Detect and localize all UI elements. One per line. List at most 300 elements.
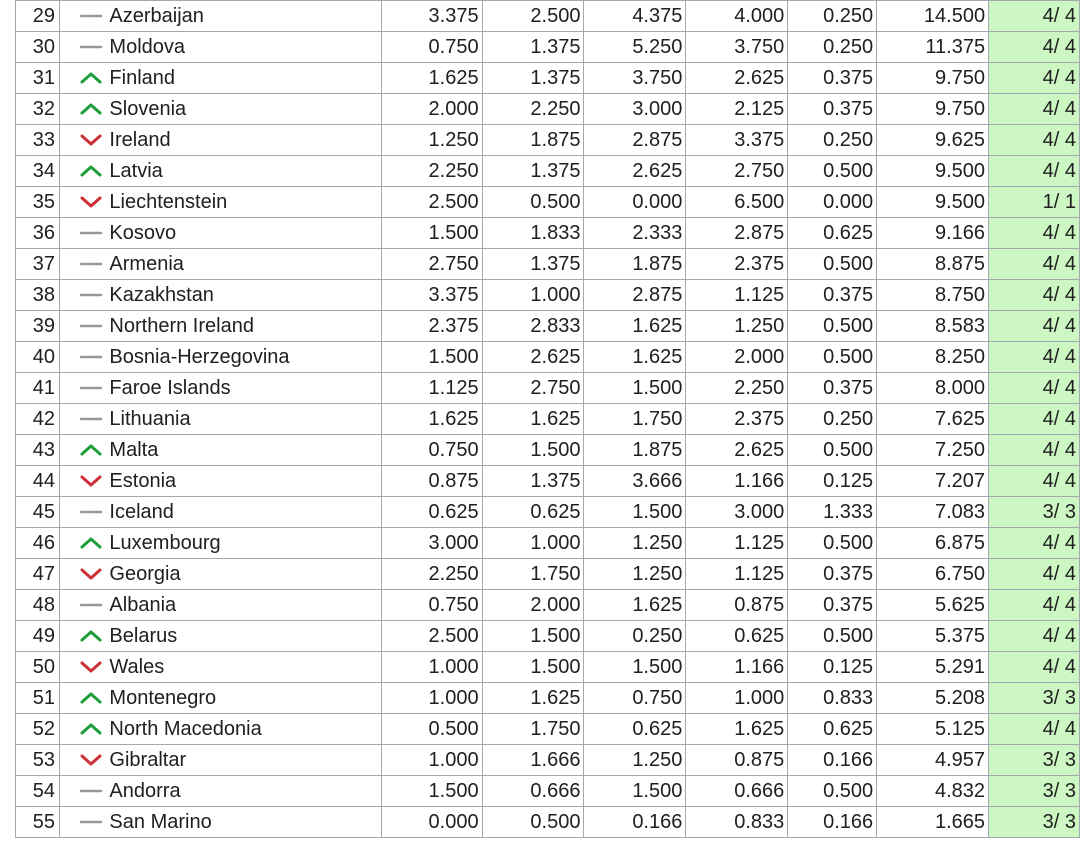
season-2-cell: 1.375 xyxy=(482,249,584,280)
country-cell: Kosovo xyxy=(109,218,381,249)
trend-down-icon xyxy=(78,660,104,674)
total-cell: 7.250 xyxy=(877,435,989,466)
rank-cell: 46 xyxy=(16,528,60,559)
season-1-cell: 0.750 xyxy=(381,435,482,466)
country-cell: Armenia xyxy=(109,249,381,280)
season-5-cell: 0.250 xyxy=(788,32,877,63)
season-4-cell: 2.750 xyxy=(686,156,788,187)
season-4-cell: 1.166 xyxy=(686,652,788,683)
rank-cell: 51 xyxy=(16,683,60,714)
country-cell: San Marino xyxy=(109,807,381,838)
clubs-remaining-cell: 4/ 4 xyxy=(989,63,1080,94)
season-3-cell: 2.875 xyxy=(584,280,686,311)
rank-cell: 31 xyxy=(16,63,60,94)
trend-cell xyxy=(59,776,109,807)
season-5-cell: 0.375 xyxy=(788,559,877,590)
season-1-cell: 3.375 xyxy=(381,280,482,311)
total-cell: 5.375 xyxy=(877,621,989,652)
total-cell: 9.500 xyxy=(877,187,989,218)
season-3-cell: 0.625 xyxy=(584,714,686,745)
trend-up-icon xyxy=(78,443,104,457)
trend-same-icon xyxy=(78,257,104,271)
trend-cell xyxy=(59,497,109,528)
season-3-cell: 1.500 xyxy=(584,497,686,528)
table-row xyxy=(16,94,1080,125)
clubs-remaining-cell: 4/ 4 xyxy=(989,559,1080,590)
season-5-cell: 0.125 xyxy=(788,652,877,683)
season-4-cell: 2.625 xyxy=(686,435,788,466)
rank-cell: 44 xyxy=(16,466,60,497)
clubs-remaining-cell: 3/ 3 xyxy=(989,776,1080,807)
table-row xyxy=(16,311,1080,342)
country-cell: Kazakhstan xyxy=(109,280,381,311)
country-cell: Ireland xyxy=(109,125,381,156)
season-3-cell: 1.625 xyxy=(584,590,686,621)
season-4-cell: 4.000 xyxy=(686,1,788,32)
season-1-cell: 0.625 xyxy=(381,497,482,528)
season-5-cell: 0.500 xyxy=(788,249,877,280)
trend-cell xyxy=(59,559,109,590)
clubs-remaining-cell: 3/ 3 xyxy=(989,683,1080,714)
clubs-remaining-cell: 4/ 4 xyxy=(989,652,1080,683)
table-row xyxy=(16,559,1080,590)
total-cell: 8.583 xyxy=(877,311,989,342)
trend-same-icon xyxy=(78,598,104,612)
season-2-cell: 1.375 xyxy=(482,32,584,63)
country-cell: North Macedonia xyxy=(109,714,381,745)
rank-cell: 35 xyxy=(16,187,60,218)
season-2-cell: 1.375 xyxy=(482,156,584,187)
season-2-cell: 1.375 xyxy=(482,63,584,94)
total-cell: 14.500 xyxy=(877,1,989,32)
total-cell: 5.291 xyxy=(877,652,989,683)
country-cell: Latvia xyxy=(109,156,381,187)
trend-cell xyxy=(59,621,109,652)
table-row xyxy=(16,218,1080,249)
season-1-cell: 0.750 xyxy=(381,590,482,621)
table-row xyxy=(16,714,1080,745)
country-cell: Northern Ireland xyxy=(109,311,381,342)
trend-same-icon xyxy=(78,815,104,829)
table-row xyxy=(16,280,1080,311)
trend-down-icon xyxy=(78,753,104,767)
season-2-cell: 1.375 xyxy=(482,466,584,497)
season-4-cell: 0.833 xyxy=(686,807,788,838)
clubs-remaining-cell: 4/ 4 xyxy=(989,373,1080,404)
season-1-cell: 3.000 xyxy=(381,528,482,559)
country-cell: Andorra xyxy=(109,776,381,807)
total-cell: 7.207 xyxy=(877,466,989,497)
season-3-cell: 1.500 xyxy=(584,652,686,683)
trend-up-icon xyxy=(78,691,104,705)
season-3-cell: 1.875 xyxy=(584,435,686,466)
table-row xyxy=(16,125,1080,156)
trend-same-icon xyxy=(78,226,104,240)
rank-cell: 43 xyxy=(16,435,60,466)
clubs-remaining-cell: 4/ 4 xyxy=(989,714,1080,745)
total-cell: 5.125 xyxy=(877,714,989,745)
season-3-cell: 0.000 xyxy=(584,187,686,218)
season-2-cell: 1.500 xyxy=(482,621,584,652)
table-row xyxy=(16,435,1080,466)
table-row xyxy=(16,187,1080,218)
season-4-cell: 3.375 xyxy=(686,125,788,156)
clubs-remaining-cell: 3/ 3 xyxy=(989,807,1080,838)
season-2-cell: 1.750 xyxy=(482,714,584,745)
season-5-cell: 0.250 xyxy=(788,404,877,435)
clubs-remaining-cell: 4/ 4 xyxy=(989,32,1080,63)
rank-cell: 45 xyxy=(16,497,60,528)
season-2-cell: 2.750 xyxy=(482,373,584,404)
season-4-cell: 1.625 xyxy=(686,714,788,745)
trend-cell xyxy=(59,466,109,497)
season-3-cell: 1.750 xyxy=(584,404,686,435)
season-4-cell: 2.875 xyxy=(686,218,788,249)
trend-same-icon xyxy=(78,40,104,54)
clubs-remaining-cell: 4/ 4 xyxy=(989,590,1080,621)
season-1-cell: 1.125 xyxy=(381,373,482,404)
season-2-cell: 0.500 xyxy=(482,187,584,218)
rank-cell: 41 xyxy=(16,373,60,404)
table-row xyxy=(16,652,1080,683)
rank-cell: 37 xyxy=(16,249,60,280)
season-3-cell: 1.500 xyxy=(584,373,686,404)
trend-cell xyxy=(59,683,109,714)
rank-cell: 42 xyxy=(16,404,60,435)
rank-cell: 50 xyxy=(16,652,60,683)
trend-same-icon xyxy=(78,412,104,426)
trend-cell xyxy=(59,187,109,218)
season-5-cell: 0.000 xyxy=(788,187,877,218)
total-cell: 6.875 xyxy=(877,528,989,559)
season-2-cell: 1.625 xyxy=(482,404,584,435)
season-3-cell: 1.500 xyxy=(584,776,686,807)
trend-cell xyxy=(59,404,109,435)
total-cell: 11.375 xyxy=(877,32,989,63)
season-2-cell: 0.666 xyxy=(482,776,584,807)
season-2-cell: 2.000 xyxy=(482,590,584,621)
clubs-remaining-cell: 4/ 4 xyxy=(989,528,1080,559)
season-3-cell: 3.750 xyxy=(584,63,686,94)
season-5-cell: 0.125 xyxy=(788,466,877,497)
clubs-remaining-cell: 4/ 4 xyxy=(989,249,1080,280)
rank-cell: 29 xyxy=(16,1,60,32)
total-cell: 7.625 xyxy=(877,404,989,435)
trend-down-icon xyxy=(78,474,104,488)
rank-cell: 49 xyxy=(16,621,60,652)
trend-cell xyxy=(59,373,109,404)
season-3-cell: 3.000 xyxy=(584,94,686,125)
rank-cell: 48 xyxy=(16,590,60,621)
trend-cell xyxy=(59,1,109,32)
country-cell: Malta xyxy=(109,435,381,466)
season-4-cell: 2.250 xyxy=(686,373,788,404)
table-row xyxy=(16,373,1080,404)
season-1-cell: 1.500 xyxy=(381,218,482,249)
clubs-remaining-cell: 4/ 4 xyxy=(989,280,1080,311)
trend-up-icon xyxy=(78,629,104,643)
season-3-cell: 1.250 xyxy=(584,745,686,776)
total-cell: 4.832 xyxy=(877,776,989,807)
season-5-cell: 0.375 xyxy=(788,63,877,94)
season-2-cell: 1.000 xyxy=(482,528,584,559)
season-5-cell: 0.375 xyxy=(788,280,877,311)
season-1-cell: 1.500 xyxy=(381,342,482,373)
season-1-cell: 0.750 xyxy=(381,32,482,63)
table-row xyxy=(16,1,1080,32)
season-2-cell: 1.500 xyxy=(482,652,584,683)
table-row xyxy=(16,156,1080,187)
total-cell: 9.500 xyxy=(877,156,989,187)
table-row xyxy=(16,745,1080,776)
rank-cell: 53 xyxy=(16,745,60,776)
season-4-cell: 0.625 xyxy=(686,621,788,652)
clubs-remaining-cell: 1/ 1 xyxy=(989,187,1080,218)
trend-down-icon xyxy=(78,133,104,147)
country-cell: Luxembourg xyxy=(109,528,381,559)
country-cell: Slovenia xyxy=(109,94,381,125)
season-5-cell: 1.333 xyxy=(788,497,877,528)
season-5-cell: 0.500 xyxy=(788,528,877,559)
season-3-cell: 1.625 xyxy=(584,342,686,373)
table-row xyxy=(16,497,1080,528)
season-4-cell: 3.000 xyxy=(686,497,788,528)
total-cell: 9.750 xyxy=(877,63,989,94)
total-cell: 9.750 xyxy=(877,94,989,125)
table-row xyxy=(16,776,1080,807)
country-cell: Moldova xyxy=(109,32,381,63)
season-4-cell: 1.166 xyxy=(686,466,788,497)
clubs-remaining-cell: 4/ 4 xyxy=(989,342,1080,373)
season-5-cell: 0.500 xyxy=(788,156,877,187)
season-5-cell: 0.375 xyxy=(788,590,877,621)
season-5-cell: 0.500 xyxy=(788,621,877,652)
total-cell: 9.625 xyxy=(877,125,989,156)
uefa-coefficient-table xyxy=(15,0,1080,838)
season-4-cell: 6.500 xyxy=(686,187,788,218)
season-3-cell: 2.625 xyxy=(584,156,686,187)
trend-cell xyxy=(59,125,109,156)
season-3-cell: 2.333 xyxy=(584,218,686,249)
trend-cell xyxy=(59,94,109,125)
season-5-cell: 0.166 xyxy=(788,807,877,838)
season-1-cell: 1.625 xyxy=(381,404,482,435)
trend-cell xyxy=(59,249,109,280)
season-4-cell: 0.666 xyxy=(686,776,788,807)
table-body xyxy=(16,1,1080,838)
season-2-cell: 0.500 xyxy=(482,807,584,838)
trend-up-icon xyxy=(78,164,104,178)
trend-same-icon xyxy=(78,350,104,364)
season-3-cell: 1.625 xyxy=(584,311,686,342)
rank-cell: 55 xyxy=(16,807,60,838)
season-1-cell: 1.500 xyxy=(381,776,482,807)
season-2-cell: 0.625 xyxy=(482,497,584,528)
clubs-remaining-cell: 3/ 3 xyxy=(989,745,1080,776)
season-4-cell: 0.875 xyxy=(686,745,788,776)
season-1-cell: 1.250 xyxy=(381,125,482,156)
clubs-remaining-cell: 4/ 4 xyxy=(989,156,1080,187)
season-4-cell: 2.125 xyxy=(686,94,788,125)
table-row xyxy=(16,683,1080,714)
country-cell: Liechtenstein xyxy=(109,187,381,218)
trend-cell xyxy=(59,280,109,311)
season-1-cell: 1.000 xyxy=(381,652,482,683)
season-1-cell: 0.875 xyxy=(381,466,482,497)
season-2-cell: 1.625 xyxy=(482,683,584,714)
season-4-cell: 2.375 xyxy=(686,404,788,435)
season-5-cell: 0.500 xyxy=(788,435,877,466)
season-5-cell: 0.250 xyxy=(788,125,877,156)
table-row xyxy=(16,249,1080,280)
season-1-cell: 0.000 xyxy=(381,807,482,838)
trend-down-icon xyxy=(78,195,104,209)
total-cell: 6.750 xyxy=(877,559,989,590)
trend-cell xyxy=(59,590,109,621)
clubs-remaining-cell: 4/ 4 xyxy=(989,1,1080,32)
season-2-cell: 2.500 xyxy=(482,1,584,32)
table-row xyxy=(16,342,1080,373)
table-row xyxy=(16,621,1080,652)
trend-up-icon xyxy=(78,102,104,116)
trend-same-icon xyxy=(78,381,104,395)
country-cell: Lithuania xyxy=(109,404,381,435)
rank-cell: 32 xyxy=(16,94,60,125)
clubs-remaining-cell: 3/ 3 xyxy=(989,497,1080,528)
season-4-cell: 1.125 xyxy=(686,528,788,559)
clubs-remaining-cell: 4/ 4 xyxy=(989,435,1080,466)
season-1-cell: 2.375 xyxy=(381,311,482,342)
season-5-cell: 0.833 xyxy=(788,683,877,714)
season-2-cell: 1.500 xyxy=(482,435,584,466)
table-row xyxy=(16,63,1080,94)
trend-same-icon xyxy=(78,288,104,302)
season-2-cell: 1.875 xyxy=(482,125,584,156)
season-3-cell: 1.250 xyxy=(584,559,686,590)
season-4-cell: 2.625 xyxy=(686,63,788,94)
season-4-cell: 2.375 xyxy=(686,249,788,280)
season-5-cell: 0.375 xyxy=(788,94,877,125)
country-cell: Georgia xyxy=(109,559,381,590)
rank-cell: 36 xyxy=(16,218,60,249)
total-cell: 8.875 xyxy=(877,249,989,280)
rank-cell: 47 xyxy=(16,559,60,590)
trend-cell xyxy=(59,807,109,838)
season-3-cell: 3.666 xyxy=(584,466,686,497)
total-cell: 8.000 xyxy=(877,373,989,404)
trend-cell xyxy=(59,745,109,776)
clubs-remaining-cell: 4/ 4 xyxy=(989,94,1080,125)
rank-cell: 40 xyxy=(16,342,60,373)
season-4-cell: 1.000 xyxy=(686,683,788,714)
trend-down-icon xyxy=(78,567,104,581)
season-5-cell: 0.250 xyxy=(788,1,877,32)
season-1-cell: 2.750 xyxy=(381,249,482,280)
table-row xyxy=(16,404,1080,435)
season-2-cell: 1.833 xyxy=(482,218,584,249)
country-cell: Montenegro xyxy=(109,683,381,714)
total-cell: 4.957 xyxy=(877,745,989,776)
season-5-cell: 0.375 xyxy=(788,373,877,404)
country-cell: Estonia xyxy=(109,466,381,497)
season-3-cell: 0.250 xyxy=(584,621,686,652)
clubs-remaining-cell: 4/ 4 xyxy=(989,466,1080,497)
season-3-cell: 0.166 xyxy=(584,807,686,838)
country-cell: Albania xyxy=(109,590,381,621)
season-5-cell: 0.500 xyxy=(788,311,877,342)
rank-cell: 34 xyxy=(16,156,60,187)
season-4-cell: 3.750 xyxy=(686,32,788,63)
season-2-cell: 2.833 xyxy=(482,311,584,342)
trend-cell xyxy=(59,528,109,559)
season-1-cell: 2.250 xyxy=(381,156,482,187)
trend-cell xyxy=(59,652,109,683)
total-cell: 5.208 xyxy=(877,683,989,714)
table-row xyxy=(16,807,1080,838)
season-4-cell: 1.125 xyxy=(686,280,788,311)
trend-cell xyxy=(59,342,109,373)
trend-same-icon xyxy=(78,319,104,333)
season-4-cell: 1.250 xyxy=(686,311,788,342)
season-5-cell: 0.625 xyxy=(788,714,877,745)
season-2-cell: 1.750 xyxy=(482,559,584,590)
clubs-remaining-cell: 4/ 4 xyxy=(989,218,1080,249)
trend-cell xyxy=(59,714,109,745)
country-cell: Bosnia-Herzegovina xyxy=(109,342,381,373)
season-2-cell: 1.000 xyxy=(482,280,584,311)
clubs-remaining-cell: 4/ 4 xyxy=(989,125,1080,156)
season-1-cell: 2.500 xyxy=(381,621,482,652)
season-2-cell: 2.250 xyxy=(482,94,584,125)
season-4-cell: 1.125 xyxy=(686,559,788,590)
season-3-cell: 2.875 xyxy=(584,125,686,156)
trend-cell xyxy=(59,32,109,63)
rank-cell: 54 xyxy=(16,776,60,807)
table-row xyxy=(16,466,1080,497)
trend-cell xyxy=(59,63,109,94)
season-5-cell: 0.500 xyxy=(788,342,877,373)
season-3-cell: 4.375 xyxy=(584,1,686,32)
country-cell: Iceland xyxy=(109,497,381,528)
country-cell: Finland xyxy=(109,63,381,94)
season-1-cell: 3.375 xyxy=(381,1,482,32)
clubs-remaining-cell: 4/ 4 xyxy=(989,621,1080,652)
clubs-remaining-cell: 4/ 4 xyxy=(989,311,1080,342)
total-cell: 5.625 xyxy=(877,590,989,621)
season-4-cell: 0.875 xyxy=(686,590,788,621)
season-3-cell: 1.250 xyxy=(584,528,686,559)
total-cell: 8.250 xyxy=(877,342,989,373)
total-cell: 9.166 xyxy=(877,218,989,249)
table-row xyxy=(16,590,1080,621)
rank-cell: 52 xyxy=(16,714,60,745)
season-1-cell: 2.500 xyxy=(381,187,482,218)
trend-same-icon xyxy=(78,784,104,798)
trend-cell xyxy=(59,156,109,187)
trend-cell xyxy=(59,435,109,466)
rank-cell: 33 xyxy=(16,125,60,156)
rank-cell: 39 xyxy=(16,311,60,342)
season-3-cell: 1.875 xyxy=(584,249,686,280)
clubs-remaining-cell: 4/ 4 xyxy=(989,404,1080,435)
trend-up-icon xyxy=(78,722,104,736)
table-row xyxy=(16,32,1080,63)
season-2-cell: 2.625 xyxy=(482,342,584,373)
season-3-cell: 0.750 xyxy=(584,683,686,714)
country-cell: Wales xyxy=(109,652,381,683)
season-1-cell: 1.000 xyxy=(381,745,482,776)
total-cell: 7.083 xyxy=(877,497,989,528)
